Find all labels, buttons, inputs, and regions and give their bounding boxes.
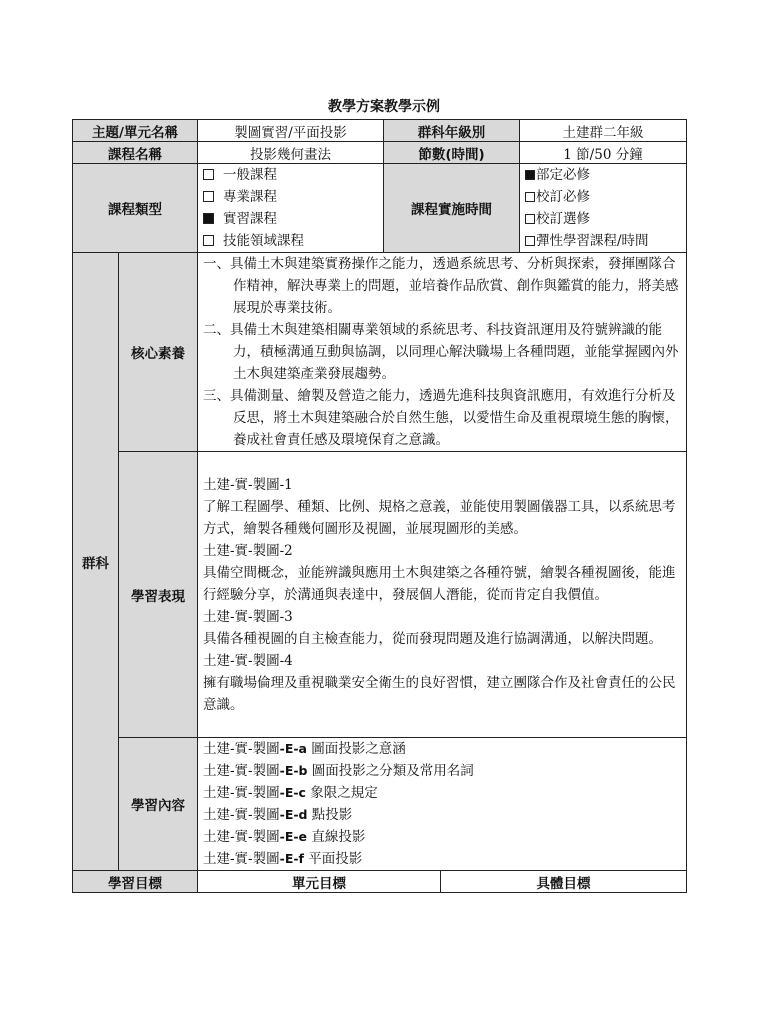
course-type-option: 技能領域課程 [203, 230, 378, 252]
core-items [198, 253, 687, 452]
performance-text: 擁有職場倫理及重視職業安全衛生的良好習慣，建立團隊合作及社會責任的公民意識。 [203, 674, 676, 713]
performance-text: 了解工程圖學、種類、比例、規格之意義，並能使用製圖儀器工具，以系統思考方式，繪製各種幾何圖形及視圖，並展現圖形的美感。 [203, 498, 676, 537]
course-type-options [198, 164, 384, 253]
course-label: 課程名稱 [73, 142, 198, 164]
course-type-option: 專業課程 [203, 186, 378, 208]
goals-label: 學習目標 [73, 871, 198, 893]
checked-box-icon [525, 170, 535, 180]
checkbox-icon [525, 192, 535, 202]
content-items [198, 738, 687, 871]
performance-code: 土建-實-製圖-2 [203, 542, 293, 559]
performance-code: 土建-實-製圖-4 [203, 652, 293, 669]
course-type-option: 實習課程 [203, 208, 378, 230]
content-item: 土建-實-製圖-E-d 點投影 [203, 807, 353, 823]
performance-code: 土建-實-製圖-3 [203, 608, 293, 625]
row-topic [73, 120, 687, 142]
row-content [73, 738, 687, 871]
row-performance [73, 452, 687, 738]
topic-value: 製圖實習/平面投影 [198, 120, 384, 142]
checkbox-icon [525, 214, 535, 224]
course-type-option: 一般課程 [203, 164, 378, 186]
content-item: 土建-實-製圖-E-a 圖面投影之意涵 [203, 741, 406, 757]
row-course-type [73, 164, 687, 253]
performance-items [198, 452, 687, 738]
checkbox-icon [203, 169, 214, 180]
core-item: 三、具備測量、繪製及營造之能力，透過先進科技與資訊應用，有效進行分析及反思，將土木與建築融合於自然生態，以愛惜生命及重視環境生態的胸懷，養成社會責任感及環境保育之意識。 [203, 388, 679, 448]
impl-time-label: 課程實施時間 [384, 164, 520, 253]
performance-text: 具備各種視圖的自主檢查能力，從而發現問題及進行協調溝通，以解決問題。 [203, 630, 662, 647]
lesson-plan-table [72, 119, 687, 893]
core-item: 二、具備土木與建築相關專業領域的系統思考、科技資訊運用及符號辨識的能力，積極溝通互動與協調，以同理心解決職場上各種問題，並能掌握國內外土木與建築產業發展趨勢。 [203, 322, 679, 382]
periods-value: 1 節/50 分鐘 [520, 142, 687, 164]
row-course [73, 142, 687, 164]
document-title: 教學方案教學示例 [328, 99, 440, 115]
group-label: 群科 [73, 253, 119, 871]
core-label: 核心素養 [119, 253, 198, 452]
content-label: 學習內容 [119, 738, 198, 871]
performance-text: 具備空間概念，並能辨識與應用土木與建築之各種符號，繪製各種視圖後，能進行經驗分享，於溝通與表達中，發展個人潛能，從而肯定自我價值。 [203, 564, 676, 603]
content-item: 土建-實-製圖-E-c 象限之規定 [203, 785, 378, 801]
impl-time-option: 校訂選修 [525, 208, 681, 230]
specific-goal-label: 具體目標 [441, 871, 687, 893]
core-item: 一、具備土木與建築實務操作之能力，透過系統思考、分析與探索，發揮團隊合作精神，解決專業上的問題，並培養作品欣賞、創作與鑑賞的能力，將美感展現於專業技術。 [203, 256, 679, 316]
performance-label: 學習表現 [119, 452, 198, 738]
checked-box-icon [203, 213, 214, 224]
performance-code: 土建-實-製圖-1 [203, 476, 293, 493]
content-item: 土建-實-製圖-E-b 圖面投影之分類及常用名詞 [203, 763, 474, 779]
grade-label: 群科年級別 [384, 120, 520, 142]
impl-time-options [520, 164, 687, 253]
course-type-label: 課程類型 [73, 164, 198, 253]
content-item: 土建-實-製圖-E-e 直線投影 [203, 829, 366, 845]
content-item: 土建-實-製圖-E-f 平面投影 [203, 851, 363, 867]
topic-label: 主題/單元名稱 [73, 120, 198, 142]
row-goals [73, 871, 687, 893]
course-value: 投影幾何畫法 [198, 142, 384, 164]
checkbox-icon [525, 236, 535, 246]
impl-time-option: 校訂必修 [525, 186, 681, 208]
impl-time-option: 部定必修 [525, 164, 681, 186]
unit-goal-label: 單元目標 [198, 871, 441, 893]
impl-time-option: 彈性學習課程/時間 [525, 230, 681, 252]
row-core-competency [73, 253, 687, 452]
checkbox-icon [203, 235, 214, 246]
grade-value: 土建群二年級 [520, 120, 687, 142]
periods-label: 節數(時間) [384, 142, 520, 164]
checkbox-icon [203, 191, 214, 202]
